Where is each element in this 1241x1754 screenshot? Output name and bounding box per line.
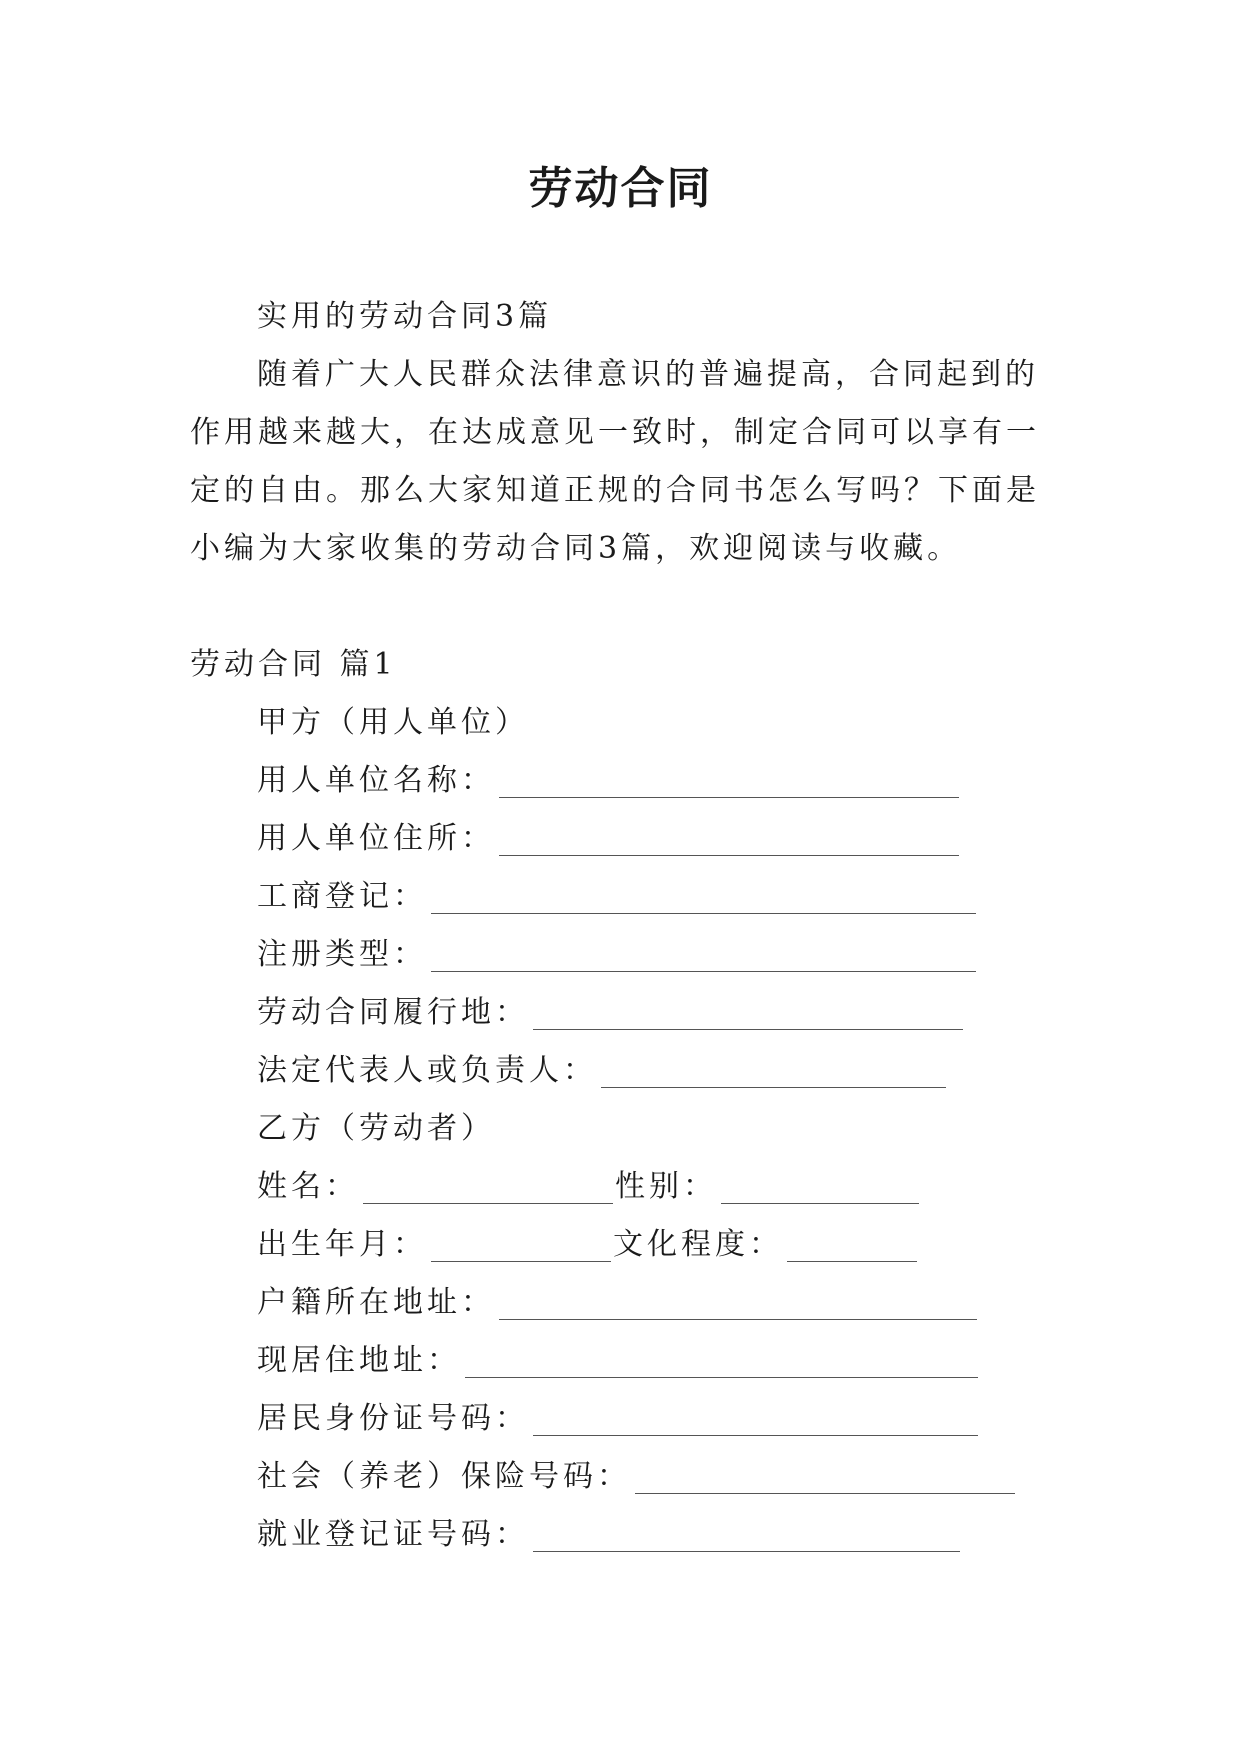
employer-name-row [257,752,1077,810]
contract-location-label: 劳动合同履行地： [257,995,529,1030]
business-registration-blank[interactable] [431,911,976,914]
legal-representative-row [257,1042,1077,1100]
name-blank[interactable] [363,1201,613,1204]
party-b-label: 乙方（劳动者） [257,1111,495,1146]
intro-paragraph: 随着广大人民群众法律意识的普遍提高，合同起到的作用越来越大，在达成意见一致时，制定合同可以享有一定的自由。那么大家知道正规的合同书怎么写吗？下面是小编为大家收集的劳动合同3篇，欢迎阅读与收藏。 [190,357,1040,566]
business-registration-row [257,868,1077,926]
employment-registration-row [257,1506,1077,1564]
name-label: 姓名： [257,1169,359,1204]
household-address-blank[interactable] [499,1317,977,1320]
current-address-row [257,1332,1077,1390]
document-subtitle: 实用的劳动合同3篇 [257,299,553,334]
education-blank[interactable] [787,1259,917,1262]
household-address-label: 户籍所在地址： [257,1285,495,1320]
employer-address-label: 用人单位住所： [257,821,495,856]
employer-name-label: 用人单位名称： [257,763,495,798]
id-number-label: 居民身份证号码： [257,1401,529,1436]
birth-education-row [257,1216,1077,1274]
party-a-label: 甲方（用人单位） [257,705,529,740]
document-title: 劳动合同 [528,163,713,214]
birth-date-blank[interactable] [431,1259,611,1262]
gender-label: 性别： [615,1169,717,1204]
registration-type-blank[interactable] [431,969,976,972]
contract-location-blank[interactable] [533,1027,963,1030]
social-insurance-row [257,1448,1077,1506]
id-number-row [257,1390,1077,1448]
legal-representative-label: 法定代表人或负责人： [257,1053,597,1088]
legal-representative-blank[interactable] [601,1085,946,1088]
business-registration-label: 工商登记： [257,879,427,914]
registration-type-label: 注册类型： [257,937,427,972]
registration-type-row [257,926,1077,984]
contract-fields [257,694,1077,1564]
current-address-label: 现居住地址： [257,1343,461,1378]
party-b-heading [257,1100,1077,1158]
social-insurance-label: 社会（养老）保险号码： [257,1459,631,1494]
gender-blank[interactable] [721,1201,919,1204]
name-gender-row [257,1158,1077,1216]
education-label: 文化程度： [613,1227,783,1262]
employment-registration-label: 就业登记证号码： [257,1517,529,1552]
current-address-blank[interactable] [465,1375,978,1378]
employer-address-blank[interactable] [499,853,959,856]
section-heading: 劳动合同 篇1 [190,647,397,682]
social-insurance-blank[interactable] [635,1491,1015,1494]
id-number-blank[interactable] [533,1433,978,1436]
contract-location-row [257,984,1077,1042]
employer-name-blank[interactable] [499,795,959,798]
employer-address-row [257,810,1077,868]
household-address-row [257,1274,1077,1332]
birth-date-label: 出生年月： [257,1227,427,1262]
party-a-heading [257,694,1077,752]
employment-registration-blank[interactable] [533,1549,960,1552]
